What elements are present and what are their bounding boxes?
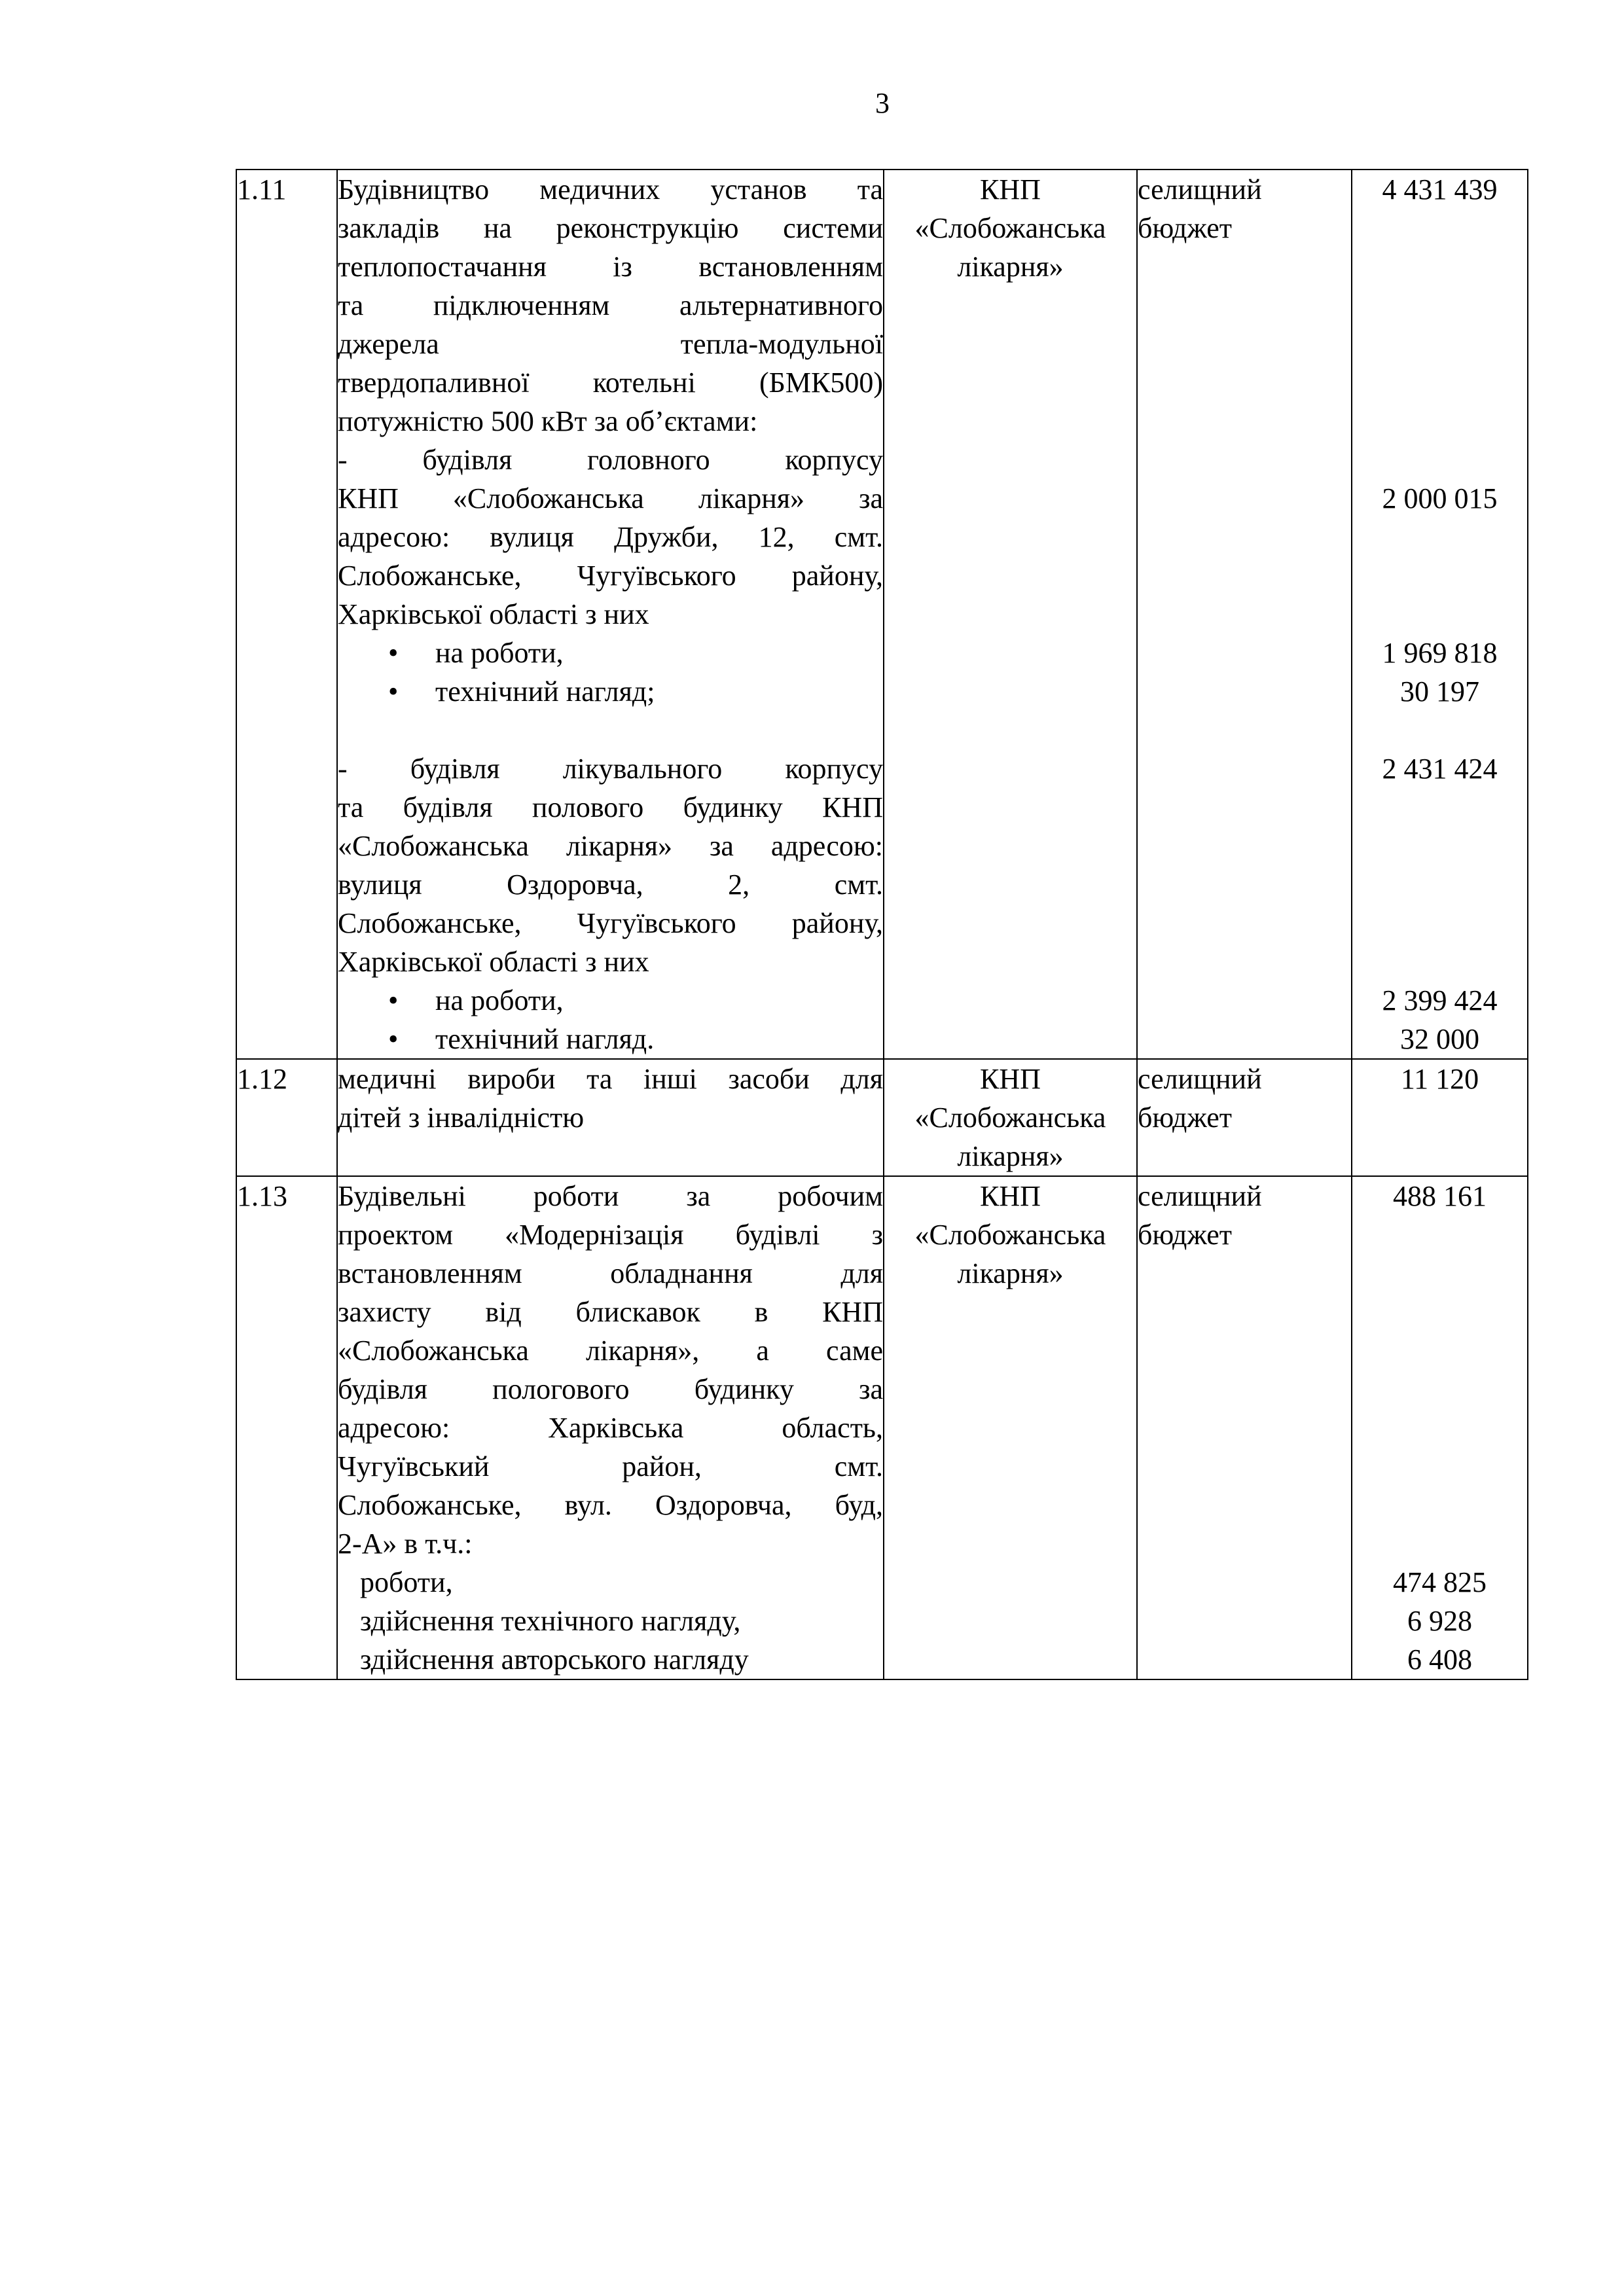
- description-line: «Слобожанська лікарня» за адресою:: [338, 830, 883, 862]
- amount-spacer: [1352, 904, 1527, 942]
- amount-value: 4 431 439: [1382, 173, 1498, 206]
- amount-value: 6 408: [1407, 1643, 1472, 1676]
- amount-spacer: [1352, 402, 1527, 440]
- executor-line: «Слобожанська: [914, 1102, 1106, 1134]
- row-number: 1.11: [237, 173, 287, 206]
- amount-value: 474 825: [1393, 1566, 1487, 1598]
- description-line: захисту від блискавок в КНП: [338, 1296, 883, 1328]
- row-number: 1.13: [237, 1180, 287, 1212]
- amount-value: 32 000: [1400, 1023, 1479, 1055]
- executor-line: лікарня»: [957, 1140, 1064, 1172]
- amount-spacer: [1352, 595, 1527, 634]
- budget-line: бюджет: [1138, 212, 1232, 244]
- amount-cell: [1352, 1059, 1528, 1176]
- amount-cell: [1352, 170, 1528, 1059]
- amount-spacer: [1352, 1331, 1527, 1370]
- description-cell: [337, 170, 884, 1059]
- amount-spacer: [1352, 247, 1527, 286]
- executor-line: лікарня»: [957, 1257, 1064, 1289]
- description-line: - будівля головного корпусу: [338, 444, 883, 476]
- amount-spacer: [1352, 1408, 1527, 1447]
- budget-cell: [1137, 170, 1352, 1059]
- description-line: будівля пологового будинку за: [338, 1373, 883, 1405]
- budget-table: [236, 169, 1528, 1680]
- bullet-line: [338, 634, 883, 672]
- table-row: [236, 1059, 1528, 1176]
- amount-value: 11 120: [1400, 1063, 1479, 1095]
- description-line: адресою: Харківська область,: [338, 1412, 883, 1444]
- amount-value: 6 928: [1407, 1605, 1472, 1637]
- amount-value: 2 000 015: [1382, 482, 1498, 514]
- description-line: твердопаливної котельні (БМК500): [338, 367, 883, 399]
- amount-spacer: [1352, 1098, 1527, 1137]
- description-line: закладів на реконструкцію системи: [338, 212, 883, 244]
- description-line: здійснення авторського нагляду: [360, 1643, 749, 1676]
- amount-value: 30 197: [1400, 675, 1479, 708]
- amount-spacer: [1352, 325, 1527, 363]
- budget-line: селищний: [1138, 173, 1262, 206]
- amount-spacer: [1352, 1215, 1527, 1254]
- row-number: 1.12: [237, 1063, 287, 1095]
- amount-spacer: [1352, 1447, 1527, 1486]
- description-line: технічний нагляд.: [435, 1023, 655, 1055]
- description-line: Слобожанське, Чугуївського району,: [338, 907, 883, 939]
- executor-line: КНП: [980, 1063, 1041, 1095]
- description-line: здійснення технічного нагляду,: [360, 1605, 741, 1637]
- executor-cell: [884, 1059, 1137, 1176]
- page-number: 3: [875, 87, 890, 119]
- amount-spacer: [1352, 1486, 1527, 1524]
- description-line: та будівля полового будинку КНП: [338, 791, 883, 823]
- description-line: та підключенням альтернативного: [338, 289, 883, 321]
- executor-line: «Слобожанська: [914, 212, 1106, 244]
- description-line: вулиця Оздоровча, 2, смт.: [338, 869, 883, 901]
- description-line: потужністю 500 кВт за об’єктами:: [338, 405, 758, 437]
- description-line: теплопостачання із встановленням: [338, 251, 883, 283]
- amount-value: 2 431 424: [1382, 753, 1498, 785]
- amount-spacer: [1352, 1524, 1527, 1563]
- description-line: - будівля лікувального корпусу: [338, 753, 883, 785]
- description-line: технічний нагляд;: [435, 675, 655, 708]
- amount-spacer: [1352, 711, 1527, 749]
- description-line: на роботи,: [435, 637, 564, 669]
- amount-spacer: [1352, 440, 1527, 479]
- executor-line: КНП: [980, 1180, 1041, 1212]
- amount-spacer: [1352, 209, 1527, 247]
- description-line: Харківської області з них: [338, 598, 649, 630]
- table-row: [236, 1176, 1528, 1679]
- amount-spacer: [1352, 865, 1527, 904]
- executor-cell: [884, 1176, 1137, 1679]
- amount-spacer: [1352, 1370, 1527, 1408]
- description-cell: [337, 1059, 884, 1176]
- description-line: Слобожанське, Чугуївського району,: [338, 560, 883, 592]
- bullet-icon: •: [388, 1023, 399, 1055]
- amount-spacer: [1352, 363, 1527, 402]
- bullet-icon: •: [388, 637, 399, 669]
- budget-table-body: [236, 170, 1528, 1679]
- executor-line: лікарня»: [957, 251, 1064, 283]
- amount-value: 488 161: [1393, 1180, 1487, 1212]
- amount-spacer: [1352, 286, 1527, 325]
- description-line: Слобожанське, вул. Оздоровча, буд,: [338, 1489, 883, 1521]
- amount-spacer: [1352, 827, 1527, 865]
- amount-spacer: [1352, 556, 1527, 595]
- amount-value: 1 969 818: [1382, 637, 1498, 669]
- amount-value: 2 399 424: [1382, 984, 1498, 1016]
- budget-line: селищний: [1138, 1063, 1262, 1095]
- blank-line: [338, 711, 883, 749]
- executor-line: «Слобожанська: [914, 1219, 1106, 1251]
- description-line: «Слобожанська лікарня», а саме: [338, 1335, 883, 1367]
- row-number-cell: [236, 1059, 337, 1176]
- budget-line: бюджет: [1138, 1219, 1232, 1251]
- table-row: [236, 170, 1528, 1059]
- budget-cell: [1137, 1176, 1352, 1679]
- amount-spacer: [1352, 788, 1527, 827]
- description-line: Харківської області з них: [338, 946, 649, 978]
- description-line: медичні вироби та інші засоби для: [338, 1063, 883, 1095]
- amount-spacer: [1352, 942, 1527, 981]
- description-line: Будівництво медичних установ та: [338, 173, 883, 206]
- amount-spacer: [1352, 518, 1527, 556]
- executor-cell: [884, 170, 1137, 1059]
- description-cell: [337, 1176, 884, 1679]
- description-line: роботи,: [360, 1566, 453, 1598]
- bullet-line: [338, 1020, 883, 1058]
- budget-line: селищний: [1138, 1180, 1262, 1212]
- budget-line: бюджет: [1138, 1102, 1232, 1134]
- amount-spacer: [1352, 1254, 1527, 1293]
- description-line: Чугуївський район, смт.: [338, 1450, 883, 1482]
- bullet-line: [338, 672, 883, 711]
- row-number-cell: [236, 170, 337, 1059]
- budget-cell: [1137, 1059, 1352, 1176]
- description-line: адресою: вулиця Дружби, 12, смт.: [338, 521, 883, 553]
- description-line: проектом «Модернізація будівлі з: [338, 1219, 883, 1251]
- row-number-cell: [236, 1176, 337, 1679]
- description-line: джерела тепла-модульної: [338, 328, 883, 360]
- description-line: КНП «Слобожанська лікарня» за: [338, 482, 883, 514]
- amount-cell: [1352, 1176, 1528, 1679]
- executor-line: КНП: [980, 173, 1041, 206]
- amount-spacer: [1352, 1293, 1527, 1331]
- description-line: на роботи,: [435, 984, 564, 1016]
- description-line: встановленням обладнання для: [338, 1257, 883, 1289]
- bullet-icon: •: [388, 984, 399, 1016]
- description-line: дітей з інвалідністю: [338, 1102, 585, 1134]
- description-line: 2-А» в т.ч.:: [338, 1528, 473, 1560]
- bullet-line: [338, 981, 883, 1020]
- description-line: Будівельні роботи за робочим: [338, 1180, 883, 1212]
- bullet-icon: •: [388, 675, 399, 708]
